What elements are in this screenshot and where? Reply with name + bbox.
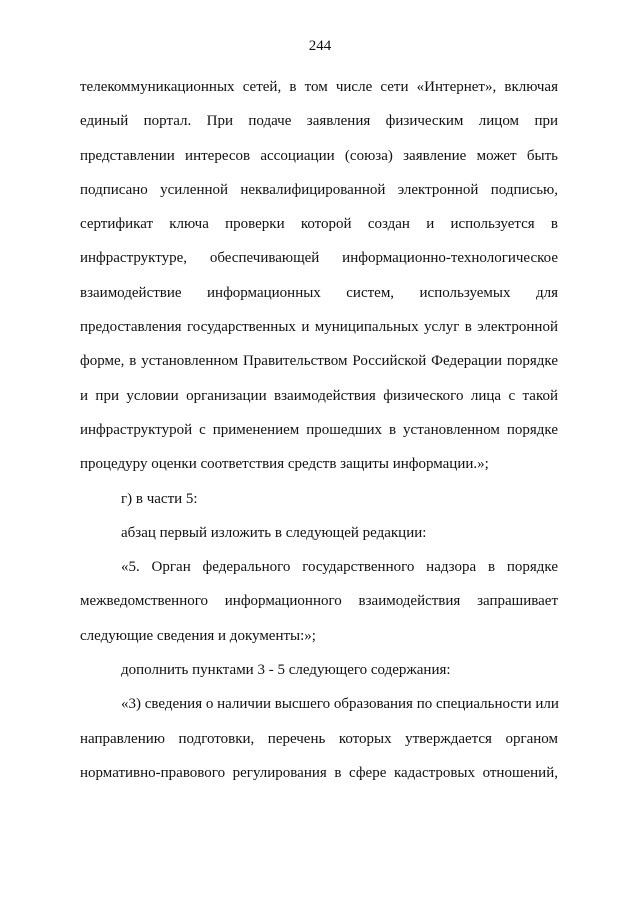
- text-line-11: инфраструктурой с применением прошедших в установленном порядке: [80, 421, 558, 438]
- text-line-19: «3) сведения о наличии высшего образования по специальности или: [121, 696, 559, 713]
- text-line-9: форме, в установленном Правительством Российской Федерации порядке: [80, 353, 558, 370]
- text-line-14: абзац первый изложить в следующей редакции:: [121, 524, 427, 541]
- text-line-10: и при условии организации взаимодействия физического лица с такой: [80, 387, 558, 404]
- text-line-5: сертификат ключа проверки которой создан и используется в: [80, 216, 558, 233]
- text-line-16: межведомственного информационного взаимодействия запрашивает: [80, 593, 558, 610]
- text-line-20: направлению подготовки, перечень которых утверждается органом: [80, 730, 558, 747]
- text-line-7: взаимодействие информационных систем, используемых для: [80, 284, 558, 301]
- text-line-8: предоставления государственных и муниципальных услуг в электронной: [80, 319, 558, 336]
- page-number: 244: [308, 38, 332, 54]
- text-line-3: представлении интересов ассоциации (союза) заявление может быть: [80, 147, 558, 164]
- text-line-15: «5. Орган федерального государственного надзора в порядке: [121, 559, 558, 576]
- text-line-1: телекоммуникационных сетей, в том числе сети «Интернет», включая: [80, 79, 558, 95]
- text-line-18: дополнить пунктами 3 - 5 следующего содержания:: [121, 662, 451, 679]
- document-body: [80, 78, 558, 798]
- text-line-12: процедуру оценки соответствия средств защиты информации.»;: [80, 456, 489, 473]
- text-line-13: г) в части 5:: [121, 490, 198, 507]
- text-line-2: единый портал. При подаче заявления физическим лицом при: [80, 113, 558, 130]
- text-line-6: инфраструктуре, обеспечивающей информационно-технологическое: [80, 250, 558, 267]
- text-line-21: нормативно-правового регулирования в сфере кадастровых отношений,: [80, 764, 558, 781]
- text-line-4: подписано усиленной неквалифицированной электронной подписью,: [80, 181, 558, 198]
- text-line-17: следующие сведения и документы:»;: [80, 627, 316, 644]
